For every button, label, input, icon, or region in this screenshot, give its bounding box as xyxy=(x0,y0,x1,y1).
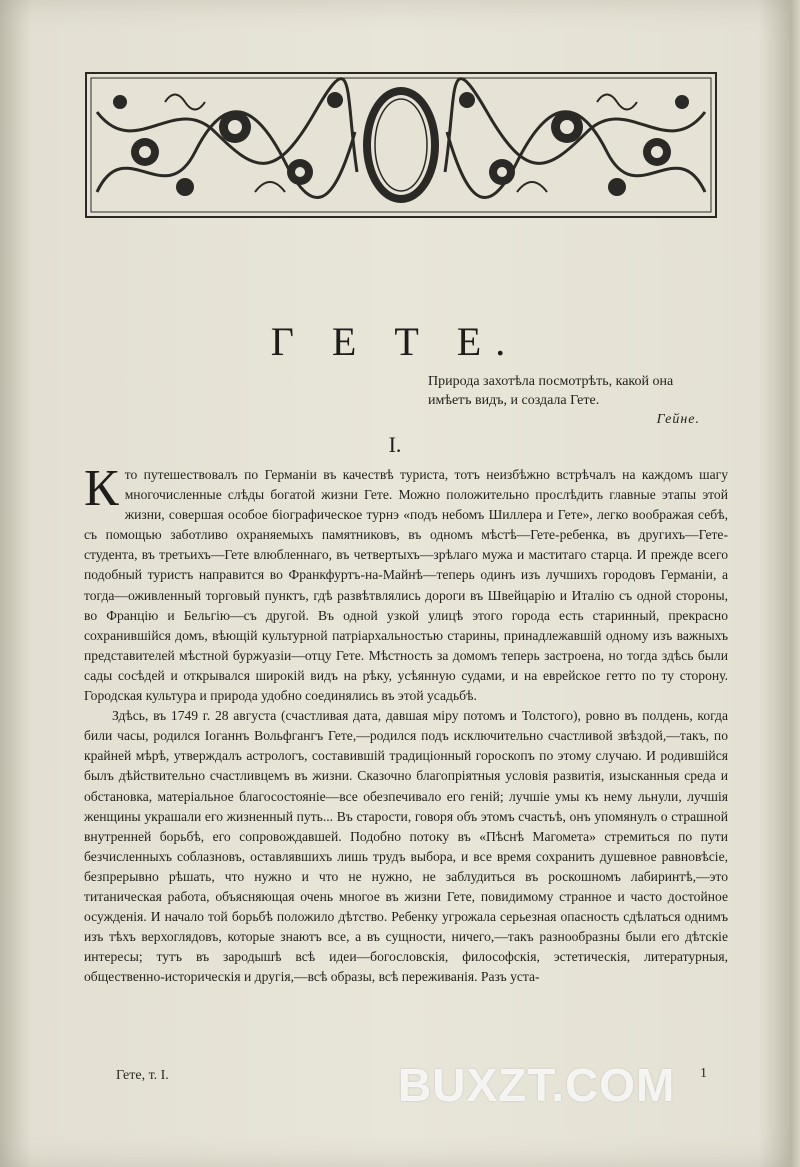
footer-signature: Гете, т. I. xyxy=(116,1068,169,1083)
page-edge xyxy=(790,0,800,1167)
body-text xyxy=(84,460,728,987)
section-number: I. xyxy=(388,432,402,457)
ornamental-headpiece xyxy=(85,72,717,218)
ornament-svg xyxy=(85,72,717,218)
epigraph-line-2: имѣетъ видъ, и создала Гете. xyxy=(428,393,600,408)
epigraph-line-1: Природа захотѣла посмотрѣть, какой она xyxy=(428,374,674,389)
epigraph-signature: Гейне. xyxy=(656,412,700,427)
page-title: Г Е Т Е. xyxy=(270,319,520,364)
page-number: 1 xyxy=(700,1066,707,1081)
epigraph xyxy=(428,372,728,429)
paragraph-2-text: Здѣсь, въ 1749 г. 28 августа (счастливая дата, давшая міру потомъ и Толстого), ровно въ полдень, когда били часы, родился Іоганнъ Вольфгангъ Гете,—родился подъ исключительно счастливой звѣздой,—такъ, по крайней мѣрѣ, утверждалъ астрологъ, составившій традиціонный гороскопъ по этому случаю. И родившійся былъ дѣйствительно счастливцемъ въ жизни. Сказочно благопріятныя условія развитія, изысканныя среда и обстановка, матеріальное благосостояніе—все обезпечивало его геній; лучшіе умы къ нему льнули, лучшія женщины украшали его жизненный путь... Въ старости, говоря объ этомъ счастьѣ, онъ упомянулъ о страшной внутренней борьбѣ, его сопровождавшей. Подобно потоку въ «Пѣснѣ Магомета» стремиться по пути безчисленныхъ соблазновъ, оставлявшихъ лишь трудъ выбора, и все время сохранить душевное равновѣсіе, безпрерывно рѣшать, что нужно и что не нужно, не заблудиться въ роскошномъ лабиринтѣ,—это титаническая работа, объясняющая очень многое въ жизни Гете, повидимому странное и часто достойное осужденія. И начало той борьбѣ положило дѣтство. Ребенку угрожала серьезная опасность сдѣлаться однимъ изъ тѣхъ верхоглядовъ, которые знаютъ все, а въ сущности, ничего,—такъ разнообразны были его дѣтскіе интересы; тутъ въ зародышѣ всѣ идеи—богословскія, философскія, эстетическія, литературныя, общественно-историческія и другія,—всѣ образы, всѣ переживанія. Разъ уста- xyxy=(84,708,728,985)
paragraph-1-text: то путешествовалъ по Германіи въ качествѣ туриста, тотъ неизбѣжно встрѣчалъ на каждомъ шагу многочисленные слѣды богатой жизни Гете. Можно положительно прослѣдить главные этапы этой жизни, совершая особое біографическое турнэ «подъ небомъ Шиллера и Гете», легко воображая себѣ, съ помощью заботливо охраняемыхъ памятниковъ, въ одномъ мѣстѣ—Гете-ребенка, въ другихъ—Гете-студента, въ третьихъ—Гете влюбленнаго, въ четвертыхъ—зрѣлаго мужа и маститаго старца. И прежде всего подобный туристъ направится во Франкфуртъ-на-Майнѣ—теперь одинъ изъ лучшихъ городовъ Германіи, а тогда—оживленный торговый пунктъ, гдѣ развѣтвлялись дороги въ Швейцарію и Италію съ одной стороны, во Францію и Бельгію—съ другой. Въ одной узкой улицѣ этого города есть старинный, прекрасно сохранившійся домъ, вѣющій культурной патріархальностью старины, принадлежавшій одному изъ важныхъ представителей мѣстной буржуазіи—отцу Гете. Мѣстность за домомъ теперь застроена, но тогда здѣсь были сады сосѣдей и открывался широкій видъ на рѣку, усѣянную судами, и на еврейское гетто по ту сторону. Городская культура и природа удобно соединялись въ этой усадьбѣ. xyxy=(84,467,728,704)
epigraph-line-2-row xyxy=(428,391,728,410)
drop-cap: К xyxy=(84,460,119,517)
watermark-logo: BUXZT.COM xyxy=(398,1059,676,1111)
paragraph xyxy=(84,460,728,706)
